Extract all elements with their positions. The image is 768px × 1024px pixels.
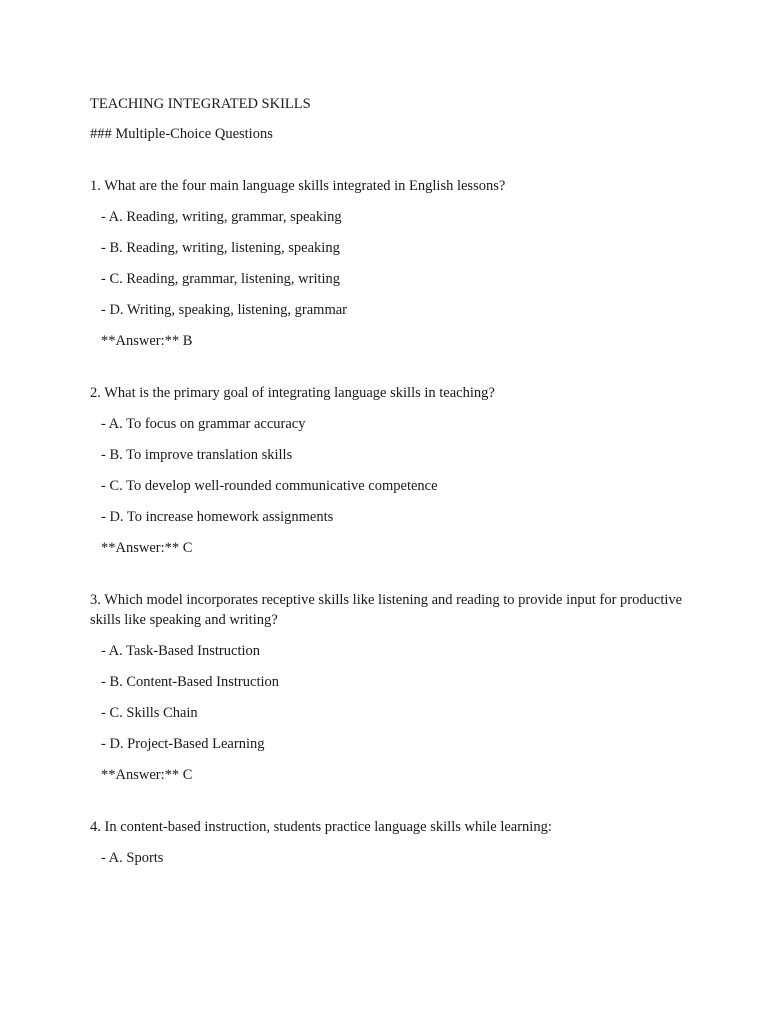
option-d: - D. To increase homework assignments [101,509,334,525]
option-b: - B. To improve translation skills [101,447,293,463]
answer-line: **Answer:** C [101,767,193,783]
question-text: 2. What is the primary goal of integrating language skills in teaching? [90,385,495,401]
option-b: - B. Content-Based Instruction [101,674,280,690]
option-d: - D. Writing, speaking, listening, grammar [101,302,348,318]
question-2 [90,383,690,558]
option-a: - A. Sports [101,850,164,866]
question-1 [90,176,690,351]
question-text: 1. What are the four main language skills integrated in English lessons? [90,178,506,194]
option-a: - A. To focus on grammar accuracy [101,416,306,432]
answer-line: **Answer:** C [101,540,193,556]
option-c: - C. Reading, grammar, listening, writing [101,271,341,287]
option-c: - C. To develop well-rounded communicative competence [101,478,438,494]
question-text: 3. Which model incorporates receptive skills like listening and reading to provide input for productive skills like speaking and writing? [90,592,683,628]
option-a: - A. Task-Based Instruction [101,643,260,659]
option-a: - A. Reading, writing, grammar, speaking [101,209,342,225]
document-subtitle: ### Multiple-Choice Questions [90,126,273,142]
question-3 [90,590,690,785]
option-c: - C. Skills Chain [101,705,198,721]
question-4 [90,817,690,868]
document-page [90,94,690,900]
option-b: - B. Reading, writing, listening, speaking [101,240,340,256]
document-title: TEACHING INTEGRATED SKILLS [90,96,311,112]
option-d: - D. Project-Based Learning [101,736,265,752]
question-text: 4. In content-based instruction, students practice language skills while learning: [90,819,552,835]
answer-line: **Answer:** B [101,333,193,349]
